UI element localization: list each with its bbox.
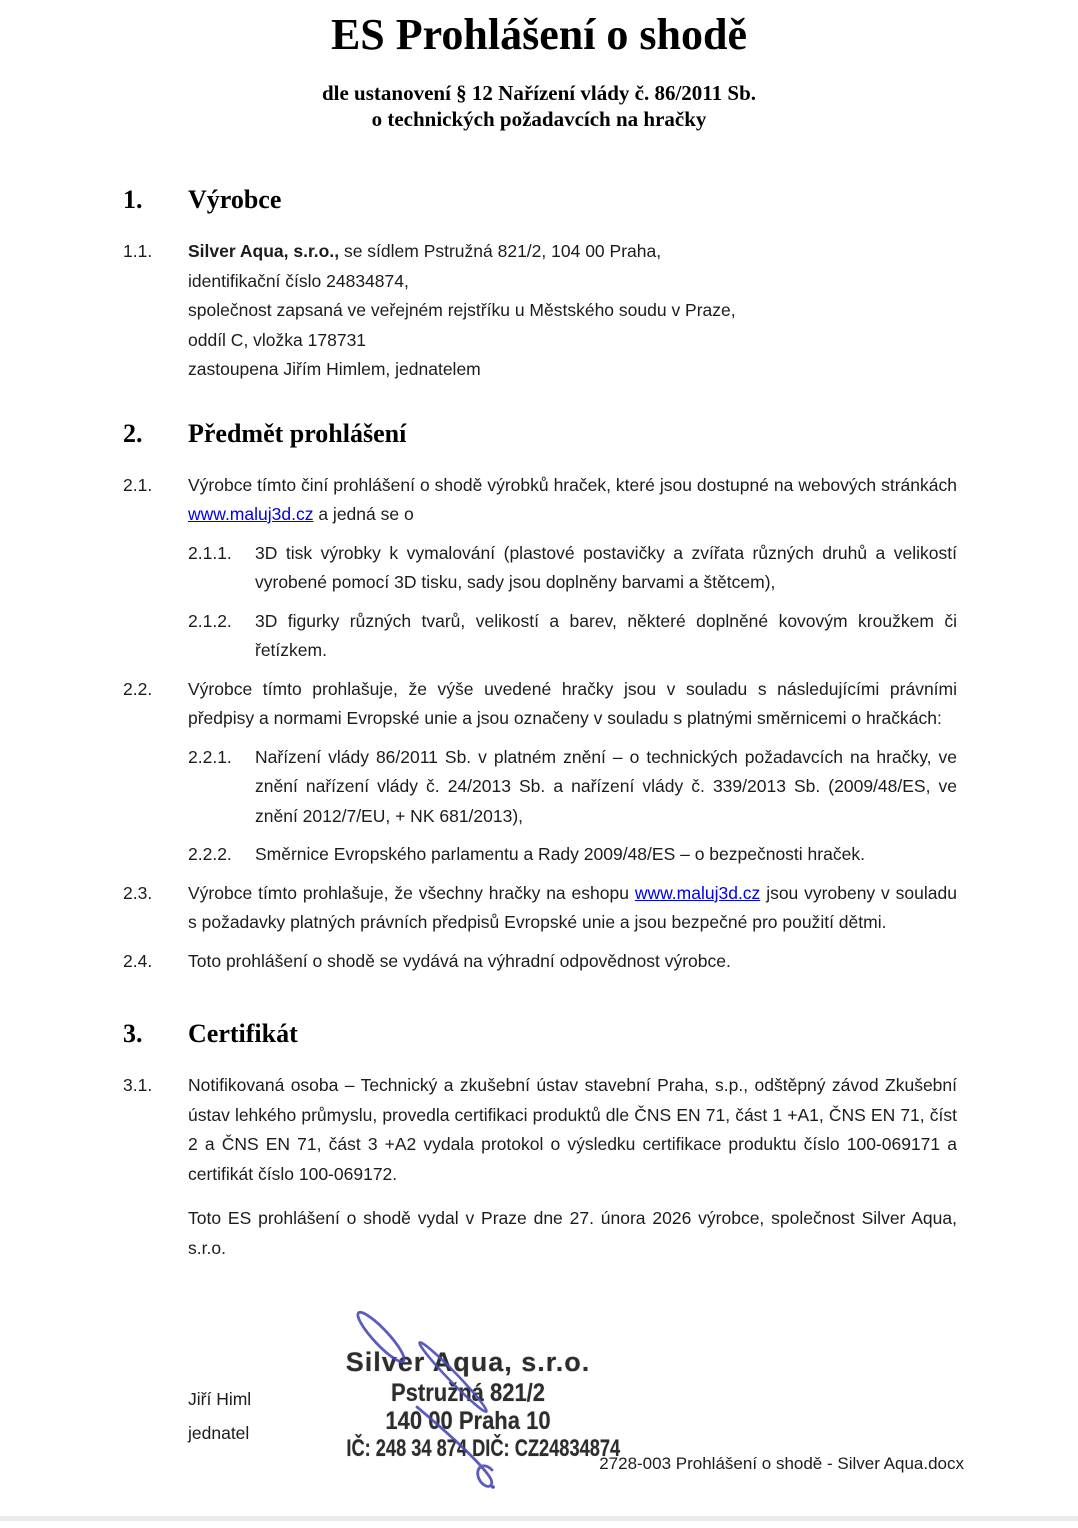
stamp-city: 140 00 Praha 10	[385, 1407, 551, 1435]
paragraph-2-3	[123, 879, 957, 938]
paragraph-text: 3D tisk výrobky k vymalování (plastové postavičky a zvířata různých druhů a velikostí vyrobené pomocí 3D tisku, sady jsou doplněny barvami a štětcem),	[255, 542, 957, 592]
text-segment: jsou vyrobeny v souladu s požadavky platných právních předpisů Evropské unie a jsou bezpečné pro použití dětmi.	[188, 882, 957, 932]
subtitle-line-1: dle ustanovení § 12 Nařízení vlády č. 86/2011 Sb.	[321, 81, 757, 105]
section-heading-predmet-prohlaseni	[123, 420, 957, 448]
paragraph-text	[188, 879, 957, 938]
stamp-street: Pstružná 821/2	[390, 1379, 546, 1407]
section-title: Certifikát	[188, 1019, 298, 1048]
text-line: společnost zapsaná ve veřejném rejstříku u Městského soudu v Praze,	[188, 300, 736, 320]
paragraph-number: 2.2.	[123, 678, 153, 699]
section-number: 3.	[123, 1019, 143, 1048]
section-title: Předmět prohlášení	[188, 418, 407, 448]
signature-ink	[330, 1300, 530, 1500]
paragraph-text: Nařízení vlády 86/2011 Sb. v platném znění – o technických požadavcích na hračky, ve znění nařízení vlády č. 24/2013 Sb. a nařízení vlády č. 339/2013 Sb. (2009/48/ES, ve znění 2012/7/EU, + NK 681/2013),	[255, 746, 957, 826]
subtitle	[0, 80, 1078, 132]
paragraph-2-1	[123, 471, 957, 530]
stamp-company-name: Silver Aqua, s.r.o.	[345, 1347, 591, 1377]
paragraph-text	[188, 471, 957, 530]
paragraph-3-1	[123, 1071, 957, 1189]
text-segment: a jedná se o	[313, 504, 414, 524]
company-name: Silver Aqua, s.r.o.,	[188, 241, 340, 261]
paragraph-text: 3D figurky různých tvarů, velikostí a barev, některé doplněné kovovým kroužkem či řetízkem.	[255, 610, 957, 660]
signer-name: Jiří Himl	[188, 1389, 252, 1409]
paragraph-number: 3.1.	[123, 1075, 153, 1095]
paragraph-2-4	[123, 947, 957, 977]
paragraph-number: 2.3.	[123, 882, 153, 903]
signer-block	[188, 1382, 251, 1450]
paragraph-1-1	[123, 237, 957, 385]
text-line: se sídlem Pstružná 821/2, 104 00 Praha,	[339, 241, 662, 261]
page-title: ES Prohlášení o shodě	[330, 10, 748, 59]
paragraph-2-2-2	[188, 840, 957, 870]
paragraph-2-1-2	[188, 607, 957, 666]
text-segment: Výrobce tímto činí prohlášení o shodě výrobků hraček, které jsou dostupné na webových stránkách	[188, 474, 957, 495]
paragraph-text: Notifikovaná osoba – Technický a zkušební ústav stavební Praha, s.p., odštěpný závod Zkušební ústav lehkého průmyslu, provedla certifikaci produktů dle ČNS EN 71, část 1 +A1, ČNS EN 71, číst 2 a ČNS EN 71, část 3 +A2 vydala protokol o výsledku certifikace produktu číslo 100-069171 a certifikát číslo 100-069172.	[188, 1075, 957, 1184]
document-body	[0, 186, 1078, 1263]
paragraph-number: 1.1.	[123, 241, 153, 261]
text-line: zastoupena Jiřím Himlem, jednatelem	[188, 359, 481, 379]
maluj3d-link[interactable]: www.maluj3d.cz	[634, 882, 761, 903]
section-number: 2.	[123, 418, 143, 448]
stamp-id-numbers: IČ: 248 34 874 DIČ: CZ24834874	[346, 1435, 621, 1462]
section-title: Výrobce	[188, 185, 282, 214]
paragraph-2-2	[123, 675, 957, 734]
footer-filename: 2728-003 Prohlášení o shodě - Silver Aqua.docx	[599, 1454, 964, 1473]
paragraph-number: 2.1.	[123, 474, 153, 495]
paragraph-number: 2.1.1.	[188, 542, 232, 563]
text-line: oddíl C, vložka 178731	[188, 329, 367, 350]
maluj3d-link[interactable]: www.maluj3d.cz	[188, 504, 314, 524]
scan-edge-artifact	[0, 1516, 1078, 1521]
closing-statement: Toto ES prohlášení o shodě vydal v Praze dne 27. února 2026 výrobce, společnost Silver Aqua, s.r.o.	[188, 1208, 957, 1258]
paragraph-text: Toto prohlášení o shodě se vydává na výhradní odpovědnost výrobce.	[188, 950, 731, 971]
paragraph-text: Směrnice Evropského parlamentu a Rady 2009/48/ES – o bezpečnosti hraček.	[255, 844, 865, 864]
signer-role: jednatel	[188, 1423, 250, 1443]
paragraph-number: 2.2.2.	[188, 844, 232, 864]
paragraph-number: 2.2.1.	[188, 746, 232, 767]
paragraph-number: 2.1.2.	[188, 610, 232, 631]
section-heading-certifikat	[123, 1020, 957, 1048]
paragraph-text	[188, 237, 957, 385]
text-segment: Výrobce tímto prohlašuje, že všechny hračky na eshopu	[188, 882, 635, 903]
text-line: identifikační číslo 24834874,	[188, 270, 409, 291]
section-number: 1.	[123, 185, 143, 214]
subtitle-line-2: o technických požadavcích na hračky	[371, 107, 707, 131]
paragraph-2-1-1	[188, 539, 957, 598]
paragraph-text: Výrobce tímto prohlašuje, že výše uvedené hračky jsou v souladu s následujícími právními předpisy a normami Evropské unie a jsou označeny v souladu s platnými směrnicemi o hračkách:	[188, 678, 957, 728]
paragraph-2-2-1	[188, 743, 957, 832]
section-heading-vyrobce	[123, 186, 957, 214]
paragraph-number: 2.4.	[123, 950, 153, 971]
